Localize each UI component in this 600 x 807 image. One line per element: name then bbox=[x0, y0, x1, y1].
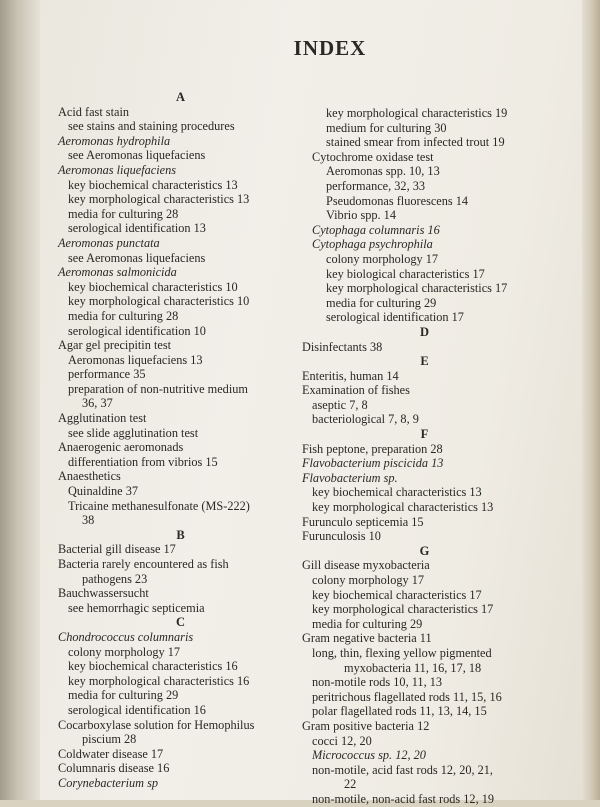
section-letter: E bbox=[420, 354, 429, 369]
section-letter: D bbox=[419, 324, 430, 339]
index-entry: bacteriological 7, 8, 9 bbox=[312, 412, 419, 427]
index-entry: preparation of non-nutritive medium bbox=[68, 381, 248, 396]
index-entry: Columnaris disease 16 bbox=[58, 761, 170, 776]
index-entry: Aeromonas liquefaciens 13 bbox=[68, 352, 203, 367]
index-entry: differentiation from vibrios 15 bbox=[68, 454, 218, 469]
index-entry: performance, 32, 33 bbox=[326, 178, 426, 193]
index-entry: medium for culturing 30 bbox=[326, 120, 447, 135]
index-entry: Acid fast stain bbox=[58, 104, 130, 119]
index-entry: pathogens 23 bbox=[82, 571, 148, 586]
index-entry: Disinfectants 38 bbox=[302, 339, 383, 354]
index-entry: Cytochrome oxidase test bbox=[312, 149, 434, 164]
index-entry: Gram negative bacteria 11 bbox=[302, 631, 432, 646]
index-entry: long, thin, flexing yellow pigmented bbox=[312, 645, 492, 660]
index-entry: colony morphology 17 bbox=[312, 573, 425, 587]
page-edge bbox=[582, 0, 600, 800]
section-letter: C bbox=[175, 615, 186, 630]
section-letter: B bbox=[176, 527, 185, 542]
index-entry: Bauchwassersucht bbox=[58, 586, 149, 601]
page-title: INDEX bbox=[293, 36, 367, 60]
index-entry: key biochemical characteristics 10 bbox=[68, 279, 238, 294]
index-entry: Bacterial gill disease 17 bbox=[58, 542, 176, 557]
index-entry: Micrococcus sp. 12, 20 bbox=[312, 748, 426, 763]
index-entry: key biochemical characteristics 17 bbox=[312, 587, 482, 602]
index-entry: key morphological characteristics 19 bbox=[326, 106, 508, 120]
index-entry: Examination of fishes bbox=[302, 383, 410, 398]
index-entry: key morphological characteristics 13 bbox=[68, 192, 250, 207]
index-entry: Corynebacterium sp bbox=[58, 775, 159, 790]
index-entry: Aeromonas liquefaciens bbox=[58, 162, 177, 177]
index-entry: see hemorrhagic septicemia bbox=[68, 600, 205, 615]
index-entry: piscium 28 bbox=[82, 732, 137, 747]
index-entry: polar flagellated rods 11, 13, 14, 15 bbox=[312, 704, 487, 719]
index-column-left bbox=[58, 90, 303, 791]
index-entry: key biological characteristics 17 bbox=[326, 266, 485, 281]
index-entry: Pseudomonas fluorescens 14 bbox=[326, 193, 469, 208]
index-entry: see slide agglutination test bbox=[68, 425, 199, 440]
index-entry: Enteritis, human 14 bbox=[302, 368, 399, 383]
index-entry: Anaesthetics bbox=[58, 469, 121, 484]
index-entry: peritrichous flagellated rods 11, 15, 16 bbox=[312, 689, 502, 704]
index-entry: Bacteria rarely encountered as fish bbox=[58, 557, 229, 571]
index-entry: Fish peptone, preparation 28 bbox=[302, 441, 443, 456]
index-entry: key biochemical characteristics 16 bbox=[68, 659, 238, 674]
page-binding-shadow bbox=[0, 0, 40, 800]
index-entry: key morphological characteristics 17 bbox=[326, 281, 508, 296]
index-entry: Aeromonas salmonicida bbox=[58, 265, 177, 280]
index-entry: Aeromonas spp. 10, 13 bbox=[326, 164, 440, 179]
index-entry: cocci 12, 20 bbox=[312, 733, 372, 748]
index-entry: 22 bbox=[344, 777, 357, 792]
index-entry: Flavobacterium sp. bbox=[302, 470, 398, 485]
index-entry: non-motile, non-acid fast rods 12, 19 bbox=[312, 791, 495, 806]
index-entry: key biochemical characteristics 13 bbox=[68, 177, 238, 192]
index-entry: media for culturing 29 bbox=[312, 616, 423, 631]
index-entry: see Aeromonas liquefaciens bbox=[68, 148, 206, 163]
index-entry: media for culturing 28 bbox=[68, 308, 179, 323]
index-entry: key morphological characteristics 13 bbox=[312, 500, 494, 515]
index-entry: Cocarboxylase solution for Hemophilus bbox=[58, 717, 255, 732]
index-entry: Gram positive bacteria 12 bbox=[302, 718, 430, 733]
index-entry: 38 bbox=[82, 513, 95, 528]
index-entry: serological identification 10 bbox=[68, 323, 206, 338]
index-entry: Aeromonas hydrophila bbox=[58, 133, 171, 148]
index-entry: performance 35 bbox=[68, 367, 146, 382]
index-entry: key morphological characteristics 10 bbox=[68, 294, 250, 309]
index-entry: media for culturing 28 bbox=[68, 206, 179, 221]
index-column-right bbox=[302, 106, 547, 807]
index-entry: 36, 37 bbox=[82, 396, 113, 411]
index-entry: serological identification 13 bbox=[68, 221, 206, 236]
index-entry: key biochemical characteristics 13 bbox=[312, 485, 482, 500]
index-entry: Tricaine methanesulfonate (MS-222) bbox=[68, 498, 250, 513]
index-entry: non-motile rods 10, 11, 13 bbox=[312, 675, 443, 690]
index-entry: Quinaldine 37 bbox=[68, 484, 139, 499]
section-letter: G bbox=[419, 543, 430, 558]
index-entry: Vibrio spp. 14 bbox=[326, 208, 396, 223]
section-letter: F bbox=[420, 427, 429, 442]
index-entry: key morphological characteristics 16 bbox=[68, 673, 250, 688]
index-entry: Coldwater disease 17 bbox=[58, 746, 164, 761]
index-entry: aseptic 7, 8 bbox=[312, 397, 368, 412]
index-entry: Furunculosis 10 bbox=[302, 529, 381, 544]
index-entry: colony morphology 17 bbox=[326, 251, 439, 266]
index-entry: Anaerogenic aeromonads bbox=[58, 440, 184, 455]
index-entry: media for culturing 29 bbox=[68, 688, 179, 703]
index-entry: non-motile, acid fast rods 12, 20, 21, bbox=[312, 762, 494, 777]
index-entry: colony morphology 17 bbox=[68, 644, 181, 659]
index-entry: Flavobacterium piscicida 13 bbox=[302, 456, 444, 471]
index-entry: Furunculo septicemia 15 bbox=[302, 514, 424, 529]
index-entry: Aeromonas punctata bbox=[58, 235, 160, 250]
index-entry: serological identification 16 bbox=[68, 702, 206, 717]
index-entry: see stains and staining procedures bbox=[68, 119, 235, 134]
index-entry: Cytophaga columnaris 16 bbox=[312, 222, 440, 237]
index-entry: key morphological characteristics 17 bbox=[312, 602, 494, 617]
index-entry: see Aeromonas liquefaciens bbox=[68, 250, 206, 265]
index-entry: serological identification 17 bbox=[326, 310, 464, 325]
index-entry: stained smear from infected trout 19 bbox=[326, 135, 505, 150]
index-entry: Gill disease myxobacteria bbox=[302, 558, 430, 573]
index-entry: myxobacteria 11, 16, 17, 18 bbox=[344, 660, 482, 675]
index-entry: media for culturing 29 bbox=[326, 295, 437, 310]
index-entry: Agglutination test bbox=[58, 411, 147, 426]
section-letter: A bbox=[175, 90, 186, 104]
index-entry: Cytophaga psychrophila bbox=[312, 237, 433, 252]
index-entry: Chondrococcus columnaris bbox=[58, 629, 194, 644]
index-entry: Agar gel precipitin test bbox=[58, 338, 172, 353]
